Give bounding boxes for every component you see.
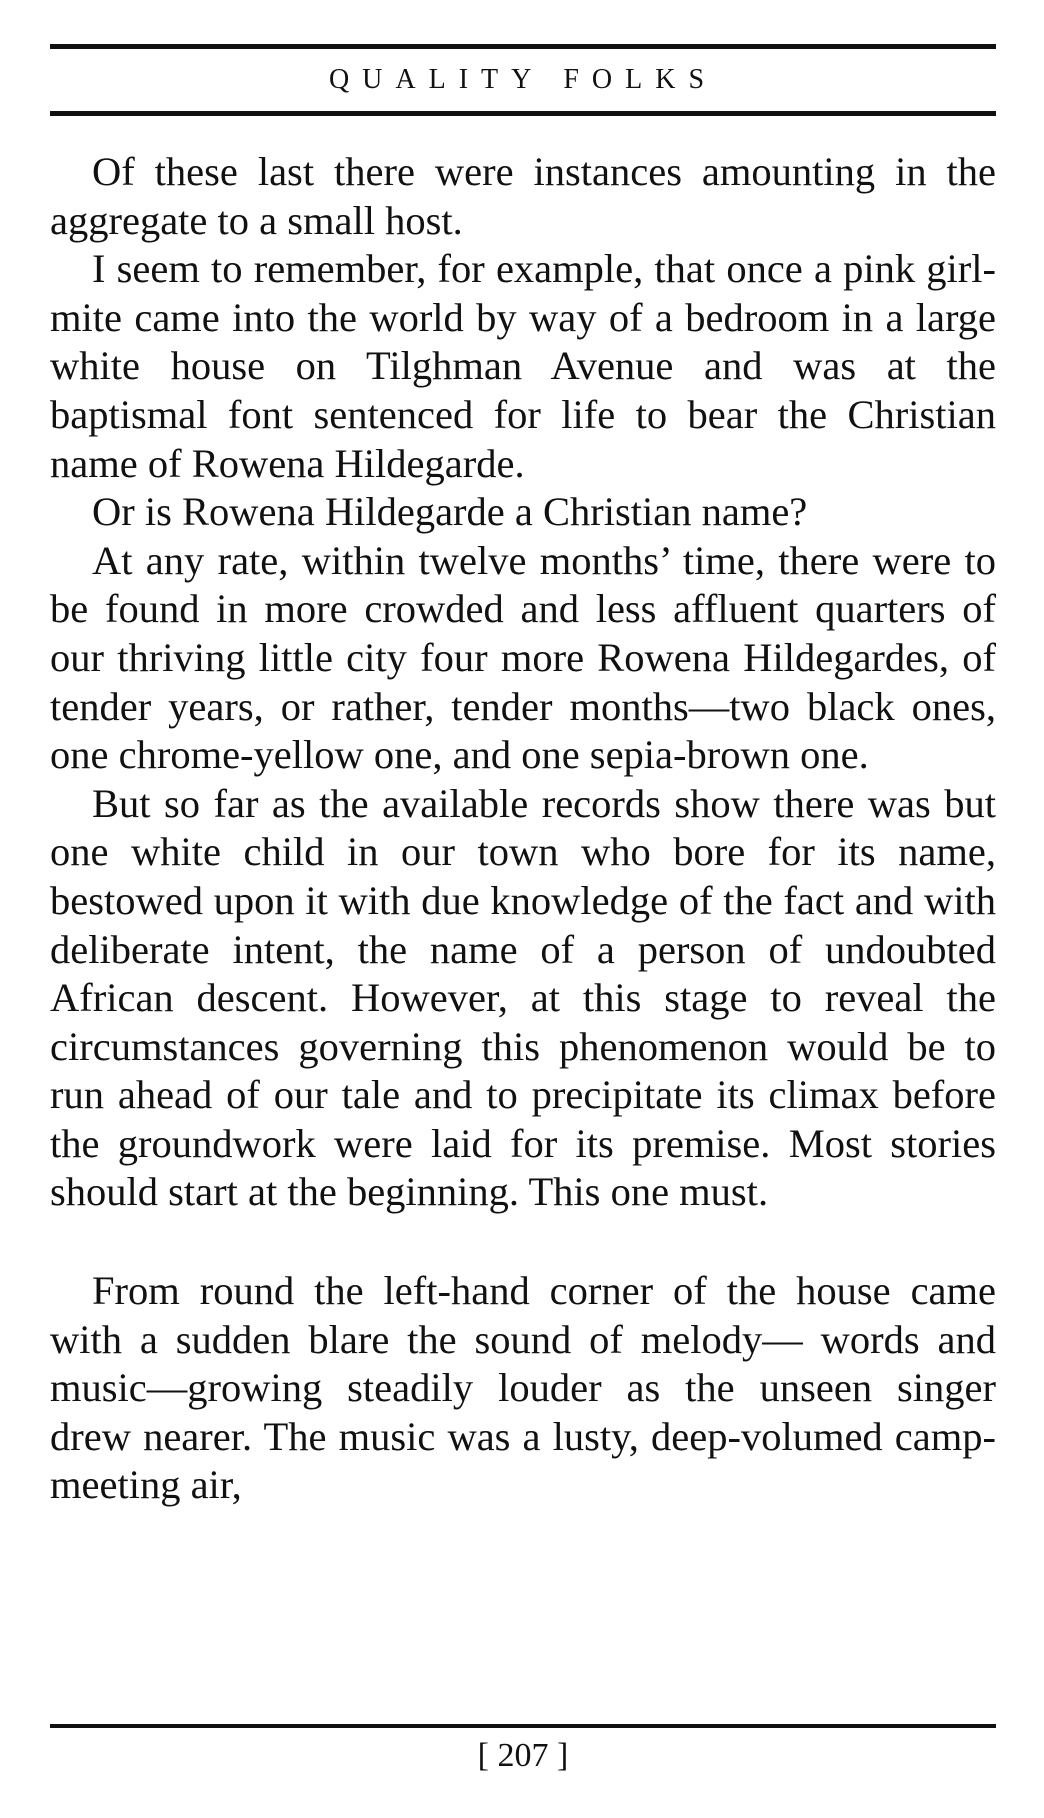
paragraph: But so far as the available records show there was but one white child in our town who bore for its name, bestowed upon it with due knowledge of the fact and with deliberate intent, the name of a person of undoubted African descent. However, at this stage to reveal the circumstances governing this phenomenon would be to run ahead of our tale and to precipitate its climax before the groundwork were laid for its premise. Most stories should start at the beginning. This one must. [50, 780, 996, 1215]
body-text [50, 148, 996, 1510]
book-page [50, 0, 996, 1818]
page-number: [ 207 ] [477, 1737, 569, 1774]
paragraph: Of these last there were instances amounting in the aggregate to a small host. [50, 149, 996, 243]
bottom-rule [50, 1724, 996, 1728]
paragraph: I seem to remember, for example, that once a pink girl-mite came into the world by way of a bedroom in a large white house on Tilghman Avenue and was at the baptismal font sentenced for life to bear the Christian name of Rowena Hildegarde. [50, 246, 996, 486]
paragraph: Or is Rowena Hildegarde a Christian name? [92, 489, 808, 535]
paragraph: From round the left-hand corner of the house came with a sudden blare the sound of melody— words and music—growing steadily louder as the unseen singer drew nearer. The music was a lusty, deep-volumed camp-meeting air, [50, 1268, 996, 1508]
header-rule [50, 111, 996, 116]
paragraph: At any rate, within twelve months’ time, there were to be found in more crowded and less affluent quarters of our thriving little city four more Rowena Hildegardes, of tender years, or rather, tender months—two black ones, one chrome-yellow one, and one sepia-brown one. [50, 537, 996, 778]
running-head: QUALITY FOLKS [328, 64, 718, 95]
section-break [50, 1217, 996, 1267]
top-rule [50, 44, 996, 49]
